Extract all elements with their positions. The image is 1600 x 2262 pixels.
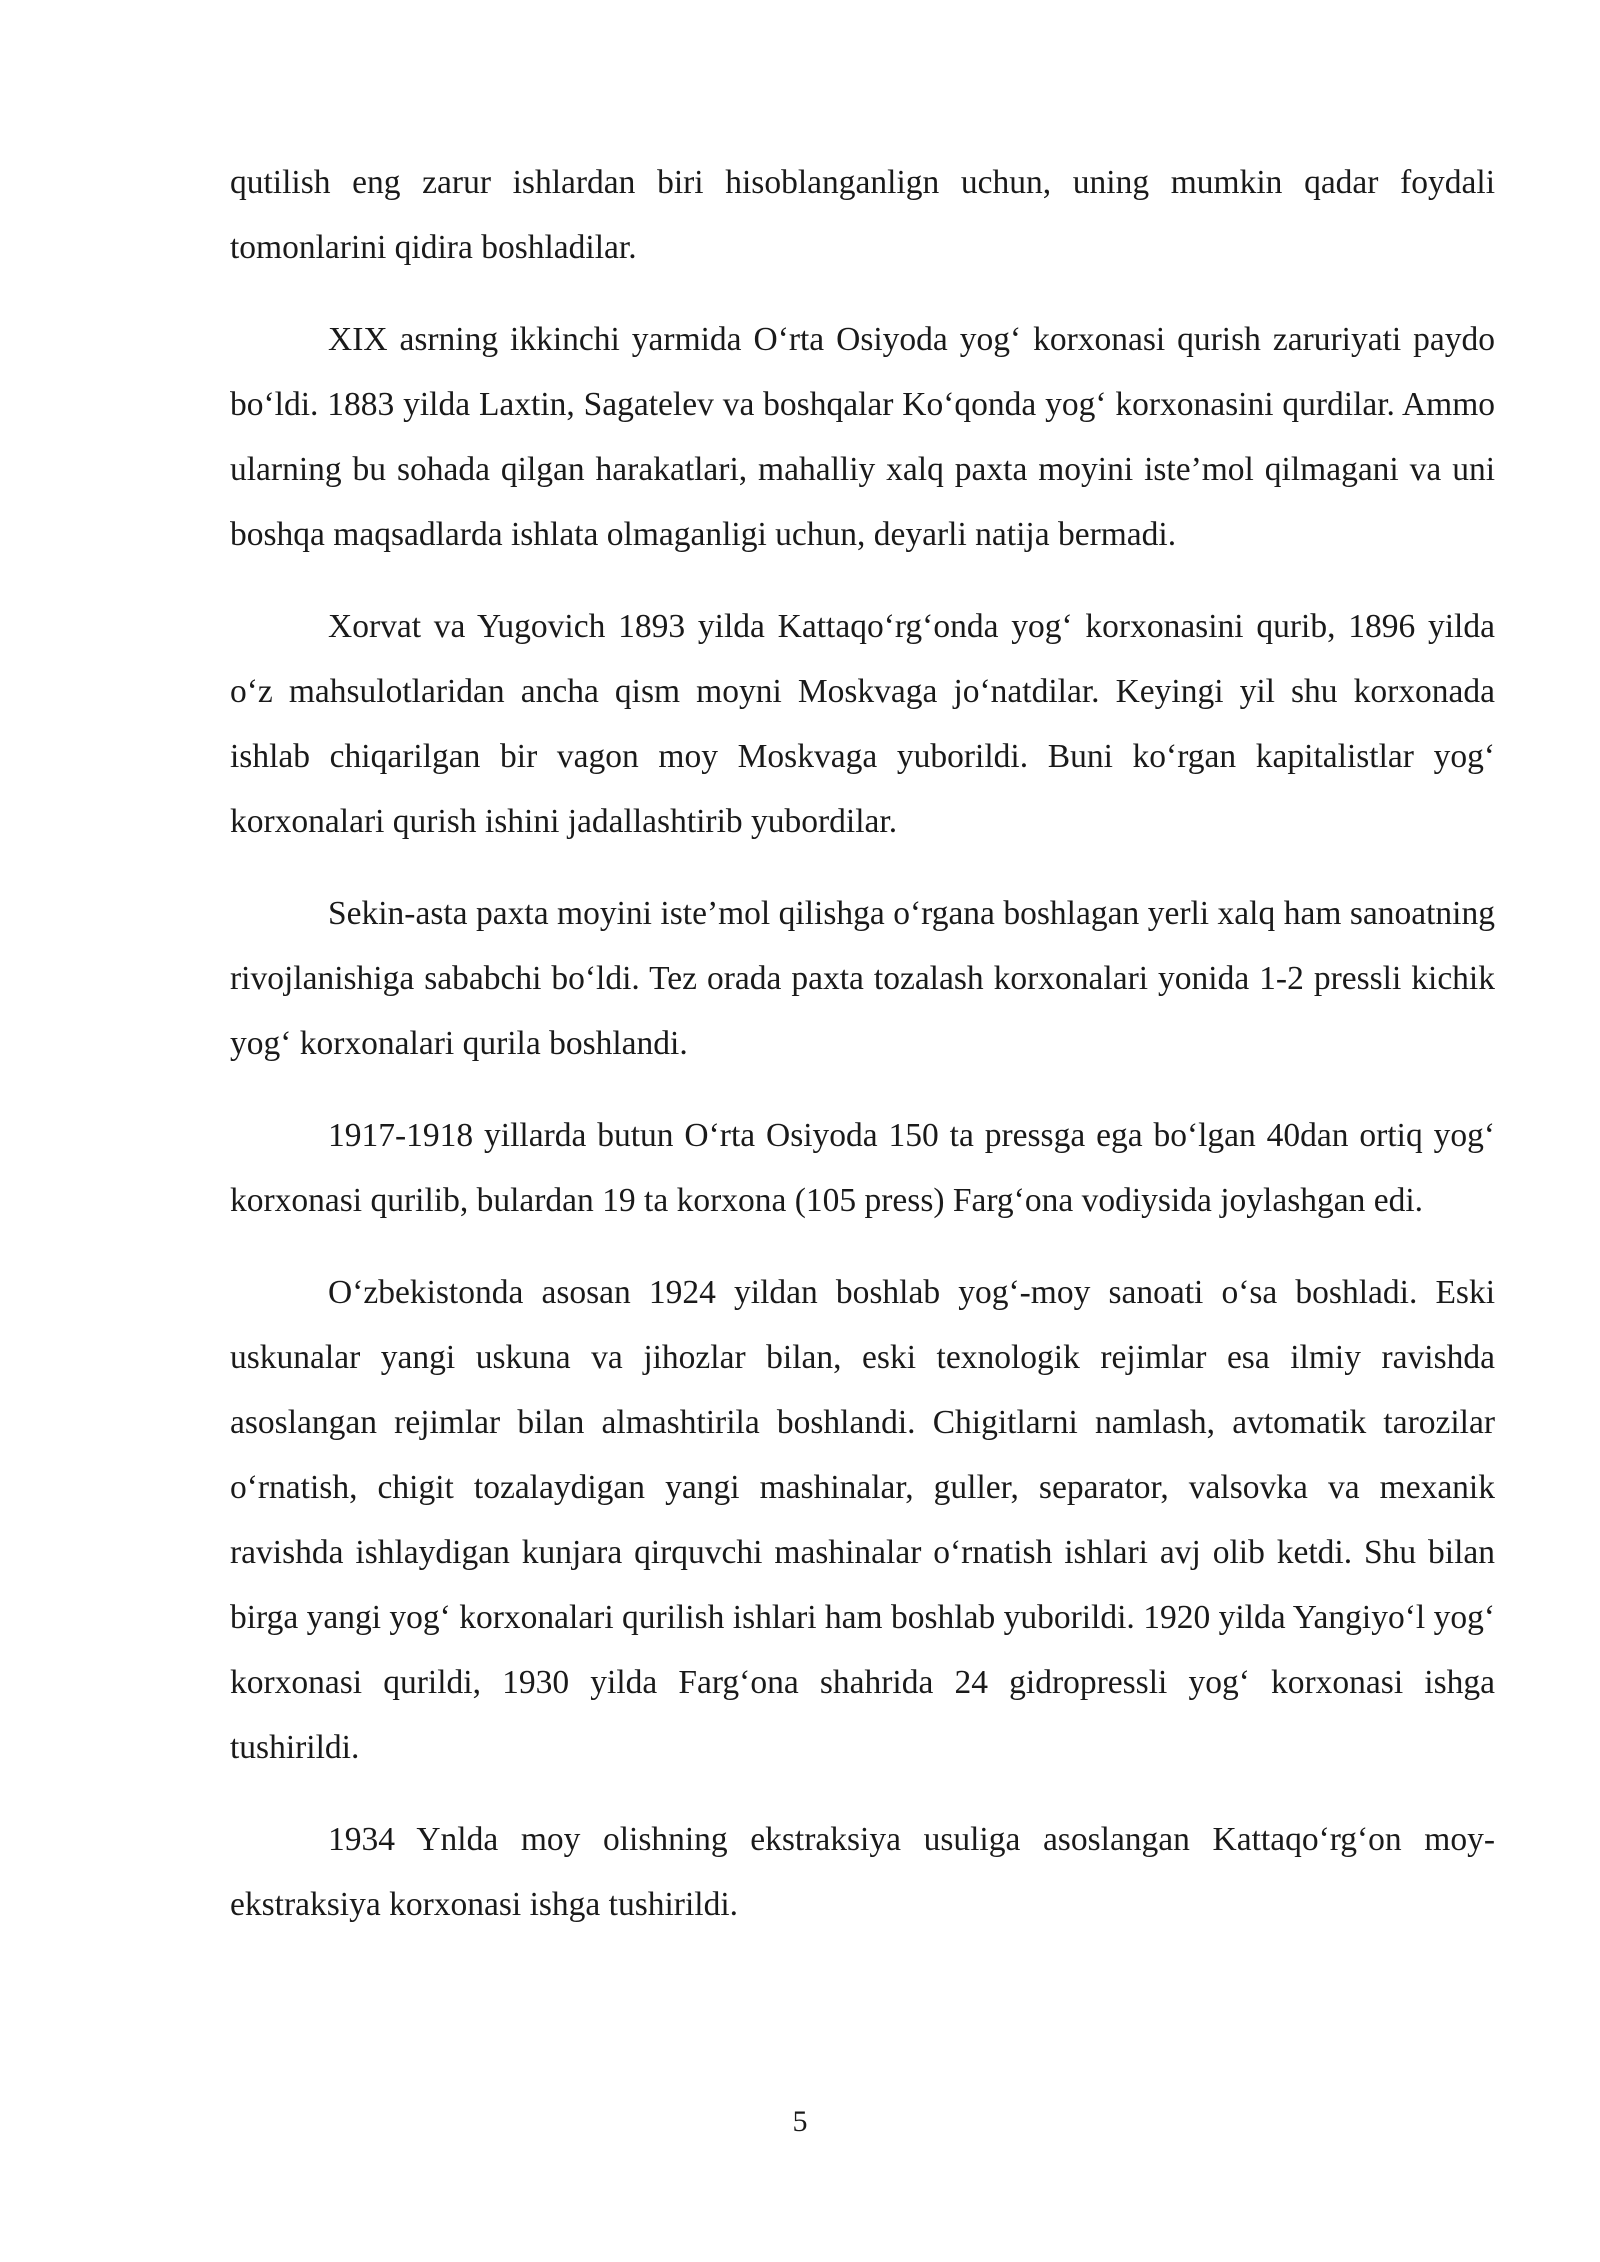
paragraph-kattakurgan-factory: Xorvat va Yugovich 1893 yilda Kattaqo‘rg‘onda yog‘ korxonasini qurib, 1896 yilda o‘z mahsulotlaridan ancha qism moyni Moskvaga jo‘natdilar. Keyingi yil shu korxonada ishlab chiqarilgan bir vagon moy Moskvaga yuborildi. Buni ko‘rgan kapitalistlar yog‘ korxonalari qurish ishini jadallashtirib yubordilar. [230,608,1495,840]
body-text [230,150,1495,1964]
paragraph-extraction-plant: 1934 Ynlda moy olishning ekstraksiya usuliga asoslangan Kattaqo‘rg‘on moy-ekstraksiya korxonasi ishga tushirildi. [230,1821,1495,1923]
paragraph-continuation: qutilish eng zarur ishlardan biri hisoblanganlign uchun, uning mumkin qadar foydali tomonlarini qidira boshladilar. [230,164,1495,266]
paragraph-uzbek-industry-growth: O‘zbekistonda asosan 1924 yildan boshlab yog‘-moy sanoati o‘sa boshladi. Eski uskunalar yangi uskuna va jihozlar bilan, eski texnologik rejimlar esa ilmiy ravishda asoslangan rejimlar bilan almashtirila boshlandi. Chigitlarni namlash, avtomatik tarozilar o‘rnatish, chigit tozalaydigan yangi mashinalar, guller, separator, valsovka va mexanik ravishda ishlaydigan kunjara qirquvchi mashinalar o‘rnatish ishlari avj olib ketdi. Shu bilan birga yangi yog‘ korxonalari qurilish ishlari ham boshlab yuborildi. 1920 yilda Yangiyo‘l yog‘ korxonasi qurildi, 1930 yilda Farg‘ona shahrida 24 gidropressli yog‘ korxonasi ishga tushirildi. [230,1274,1495,1766]
paragraph-1917-statistics: 1917-1918 yillarda butun O‘rta Osiyoda 150 ta pressga ega bo‘lgan 40dan ortiq yog‘ korxonasi qurilib, bulardan 19 ta korxona (105 press) Farg‘ona vodiysida joylashgan edi. [230,1117,1495,1219]
page-number: 5 [792,2105,808,2138]
paragraph-oil-factory-need: XIX asrning ikkinchi yarmida O‘rta Osiyoda yog‘ korxonasi qurish zaruriyati paydo bo‘ldi. 1883 yilda Laxtin, Sagatelev va boshqalar Ko‘qonda yog‘ korxonasini qurdilar. Ammo ularning bu sohada qilgan harakatlari, mahalliy xalq paxta moyini iste’mol qilmagani va uni boshqa maqsadlarda ishlata olmaganligi uchun, deyarli natija bermadi. [230,321,1495,553]
paragraph-local-consumption: Sekin-asta paxta moyini iste’mol qilishga o‘rgana boshlagan yerli xalq ham sanoatning rivojlanishiga sababchi bo‘ldi. Tez orada paxta tozalash korxonalari yonida 1-2 pressli kichik yog‘ korxonalari qurila boshlandi. [230,895,1495,1062]
